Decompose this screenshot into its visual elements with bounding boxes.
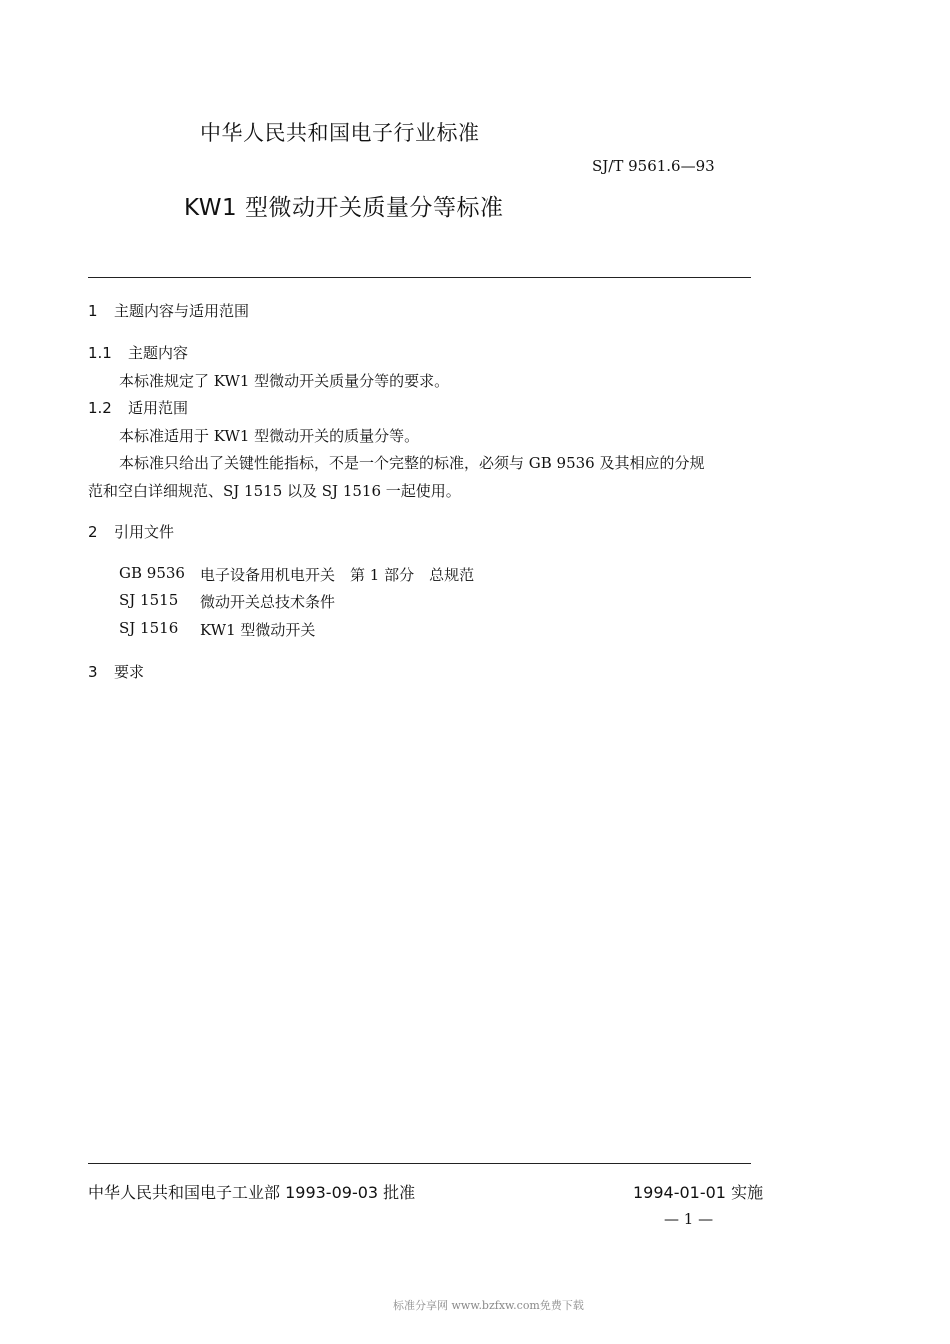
- section-title: 主题内容与适用范围: [114, 302, 250, 320]
- reference-code: GB 9536: [119, 564, 185, 582]
- reference-code: SJ 1515: [119, 591, 179, 609]
- section-number: 1: [88, 302, 98, 320]
- section-1-2-text-2-line-2: 范和空白详细规范、SJ 1515 以及 SJ 1516 一起使用。: [88, 482, 461, 500]
- section-3-heading: [88, 661, 144, 682]
- reference-title: KW1 型微动开关: [200, 621, 316, 639]
- document-title: KW1 型微动开关质量分等标准: [184, 195, 504, 221]
- section-title: 主题内容: [128, 344, 189, 362]
- section-title: 适用范围: [128, 399, 189, 417]
- industry-title: 中华人民共和国电子行业标准: [200, 121, 480, 145]
- section-2-heading: [88, 521, 174, 542]
- section-number: 1.2: [88, 399, 112, 417]
- standard-code: SJ/T 9561.6—93: [592, 157, 715, 175]
- implementation-date: 1994-01-01 实施: [633, 1183, 764, 1202]
- section-title: 引用文件: [114, 523, 175, 541]
- section-1-1-text: 本标准规定了 KW1 型微动开关质量分等的要求。: [119, 372, 450, 390]
- footer-divider: [88, 1163, 751, 1164]
- section-1-1-heading: [88, 342, 188, 363]
- reference-title: 电子设备用机电开关 第 1 部分 总规范: [200, 566, 475, 584]
- section-1-2-text-1: 本标准适用于 KW1 型微动开关的质量分等。: [119, 427, 420, 445]
- section-number: 3: [88, 663, 98, 681]
- header-divider: [88, 277, 751, 278]
- section-number: 2: [88, 523, 98, 541]
- section-1-2-text-2-line-1: 本标准只给出了关键性能指标，不是一个完整的标准，必须与 GB 9536 及其相应的分规: [119, 454, 705, 472]
- approval-line: 中华人民共和国电子工业部 1993-09-03 批准: [88, 1183, 416, 1202]
- watermark-text: 标准分享网 www.bzfxw.com免费下载: [393, 1299, 584, 1312]
- reference-title: 微动开关总技术条件: [200, 593, 336, 611]
- section-1-heading: [88, 300, 249, 321]
- reference-code: SJ 1516: [119, 619, 179, 637]
- page-number: — 1 —: [664, 1210, 714, 1228]
- section-number: 1.1: [88, 344, 112, 362]
- section-1-2-heading: [88, 397, 188, 418]
- section-title: 要求: [114, 663, 145, 681]
